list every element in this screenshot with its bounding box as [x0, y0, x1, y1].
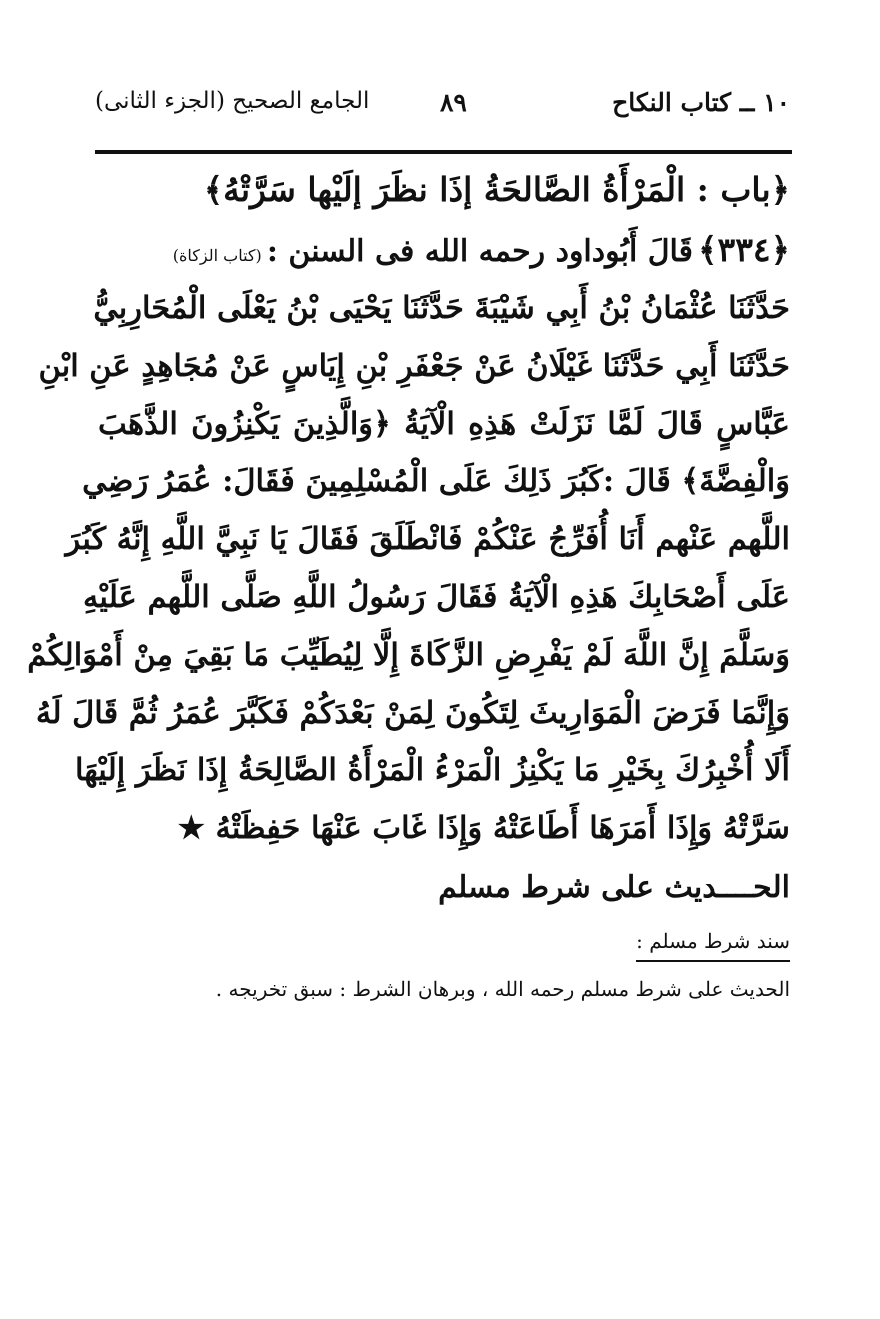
hadith-line: أَلَا أُخْبِرُكَ بِخَيْرِ مَا يَكْنِزُ الْمَرْءُ الْمَرْأَةُ الصَّالِحَةُ إِذَا نَظَرَ إِلَيْهَا [74, 752, 790, 789]
hadith-number: ﴿٣٣٤﴾ [698, 230, 790, 269]
page-number: ٨٩ [440, 88, 467, 117]
hadith-verdict: الحــــديث على شرط مسلم [438, 869, 790, 905]
hadith-line: وَسَلَّمَ إِنَّ اللَّهَ لَمْ يَفْرِضِ الزَّكَاةَ إِلَّا لِيُطَيِّبَ مَا بَقِيَ مِنْ أَمْوَالِكُمْ [27, 636, 790, 673]
running-header [95, 88, 790, 132]
hadith-intro-text: قَالَ أَبُوداود رحمه الله فى السنن : [266, 234, 694, 269]
isnad-text: الحديث على شرط مسلم رحمه الله ، وبرهان الشرط : سبق تخريجه . [215, 976, 790, 1001]
hadith-intro [98, 220, 790, 280]
hadith-line: حَدَّثَنَا أَبِي حَدَّثَنَا غَيْلَانُ عَنْ جَعْفَرِ بْنِ إِيَاسٍ عَنْ مُجَاهِدٍ عَنِ ابْنِ [38, 347, 790, 384]
hadith-line: حَدَّثَنَا عُثْمَانُ بْنُ أَبِي شَيْبَةَ حَدَّثَنَا يَحْيَى بْنُ يَعْلَى الْمُحَارِبِيُّ [93, 290, 790, 326]
hadith-line: عَبَّاسٍ قَالَ لَمَّا نَزَلَتْ هَذِهِ الْآيَةُ ﴿وَالَّذِينَ يَكْنِزُونَ الذَّهَبَ [98, 405, 790, 442]
book-title: الجامع الصحيح (الجزء الثانى) [95, 88, 370, 114]
hadith-line: وَالْفِضَّةَ﴾ قَالَ :كَبُرَ ذَلِكَ عَلَى الْمُسْلِمِينَ فَقَالَ: عُمَرُ رَضِي [82, 463, 790, 500]
hadith-line: وَإِنَّمَا فَرَضَ الْمَوَارِيثَ لِتَكُونَ لِمَنْ بَعْدَكُمْ فَكَبَّرَ عُمَرُ ثُمَّ قَالَ لَهُ [35, 694, 790, 731]
hadith-line: اللَّهم عَنْهم أَنَا أُفَرِّجُ عَنْكُمْ فَانْطَلَقَ فَقَالَ يَا نَبِيَّ اللَّهِ إِنَّهُ كَبُرَ [65, 521, 790, 558]
chapter-title: ١٠ ــ كتاب النكاح [612, 88, 790, 117]
isnad-label [98, 924, 790, 958]
hadith-line: سَرَّتْهُ وَإِذَا أَمَرَهَا أَطَاعَتْهُ وَإِذَا غَابَ عَنْهَا حَفِظَتْهُ ★ [177, 810, 790, 847]
chapter-heading: ﴿باب : الْمَرْأَةُ الصَّالحَةُ إذَا نظَرَ إلَيْها سَرَّتْهُ﴾ [203, 170, 790, 209]
hadith-line: عَلَى أَصْحَابِكَ هَذِهِ الْآيَةُ فَقَالَ رَسُولُ اللَّهِ صَلَّى اللَّهم عَلَيْهِ [83, 578, 790, 615]
header-divider [95, 150, 792, 154]
hadith-text [27, 280, 790, 858]
source-note: (كتاب الزكاة) [172, 246, 262, 265]
isnad-label-text: سند شرط مسلم : [636, 924, 790, 962]
page-content [27, 160, 790, 1006]
